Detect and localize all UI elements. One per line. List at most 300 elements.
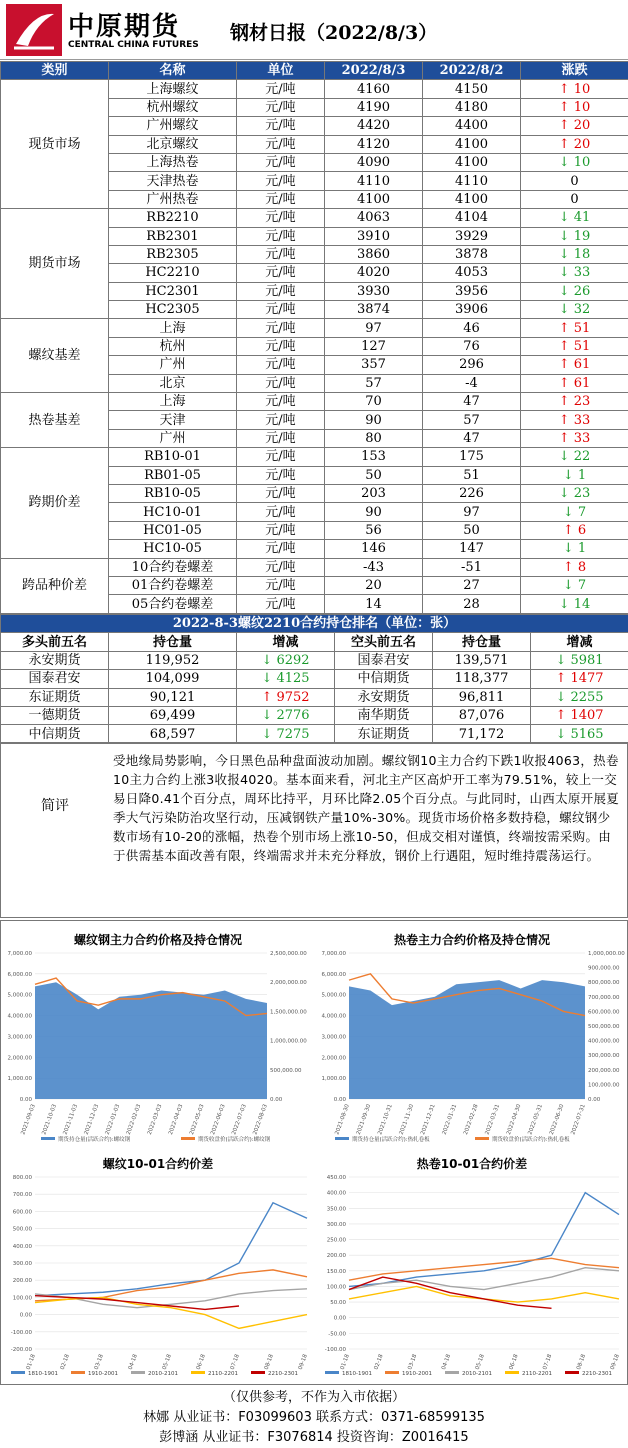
y-right-tick-label: 700,000.00 xyxy=(588,995,620,1001)
x-tick-label: 08-18 xyxy=(576,1353,587,1371)
item-change: ↓ 26 xyxy=(521,282,628,300)
x-tick-label: 09-18 xyxy=(298,1353,309,1371)
y-tick-label: 3,000.00 xyxy=(8,1034,33,1040)
item-change: ↑ 61 xyxy=(521,356,628,374)
long-position: 90,121 xyxy=(109,688,237,706)
item-value-today: 97 xyxy=(325,319,423,337)
item-name: 01合约卷螺差 xyxy=(109,576,237,594)
change-arrow-icon: ↓ xyxy=(261,653,276,668)
change-arrow-icon: ↑ xyxy=(559,82,574,97)
long-broker: 中信期货 xyxy=(1,725,109,743)
y-tick-label: -100.00 xyxy=(325,1347,347,1353)
category-cell: 热卷基差 xyxy=(1,393,109,448)
item-change: ↑ 10 xyxy=(521,98,628,116)
item-change: ↓ 33 xyxy=(521,264,628,282)
price-row xyxy=(1,319,628,337)
item-value-prev: 57 xyxy=(423,411,521,429)
long-change: ↑ 9752 xyxy=(237,688,335,706)
report-header xyxy=(0,0,628,60)
y-tick-label: 200.00 xyxy=(327,1253,347,1259)
item-name: 上海 xyxy=(109,393,237,411)
change-arrow-icon: ↓ xyxy=(559,229,574,244)
item-value-today: 3860 xyxy=(325,245,423,263)
y-tick-label: 5,000.00 xyxy=(322,993,347,999)
item-value-prev: 76 xyxy=(423,337,521,355)
y-tick-label: 1,000.00 xyxy=(322,1076,347,1082)
item-change: ↑ 6 xyxy=(521,521,628,539)
long-position: 69,499 xyxy=(109,706,237,724)
item-unit: 元/吨 xyxy=(237,356,325,374)
y-tick-label: 50.00 xyxy=(330,1300,346,1306)
item-value-today: 4420 xyxy=(325,117,423,135)
x-tick-label: 2022-01-03 xyxy=(105,1103,122,1136)
x-tick-label: 04-18 xyxy=(128,1353,139,1371)
category-cell: 螺纹基差 xyxy=(1,319,109,393)
y-tick-label: 4,000.00 xyxy=(8,1014,33,1020)
item-value-today: -43 xyxy=(325,558,423,576)
legend-swatch xyxy=(181,1137,195,1140)
y-tick-label: 100.00 xyxy=(327,1284,347,1290)
item-unit: 元/吨 xyxy=(237,466,325,484)
x-tick-label: 03-18 xyxy=(407,1353,418,1371)
short-position: 96,811 xyxy=(433,688,531,706)
x-tick-label: 2022-05-03 xyxy=(189,1103,206,1136)
item-value-prev: 47 xyxy=(423,429,521,447)
item-name: 广州螺纹 xyxy=(109,117,237,135)
item-unit: 元/吨 xyxy=(237,209,325,227)
item-name: 上海热卷 xyxy=(109,153,237,171)
item-name: HC2210 xyxy=(109,264,237,282)
legend-swatch xyxy=(325,1371,339,1374)
x-tick-label: 07-18 xyxy=(230,1353,241,1371)
item-value-prev: 4180 xyxy=(423,98,521,116)
y-tick-label: 6,000.00 xyxy=(8,972,33,978)
change-arrow-icon: ↑ xyxy=(559,376,574,391)
price-row xyxy=(1,393,628,411)
category-cell: 现货市场 xyxy=(1,80,109,209)
short-change: ↓ 5981 xyxy=(531,651,628,669)
change-arrow-icon: ↓ xyxy=(563,578,578,593)
y-tick-label: 4,000.00 xyxy=(322,1014,347,1020)
item-value-prev: 3956 xyxy=(423,282,521,300)
item-name: 广州 xyxy=(109,429,237,447)
chart-hc-spread xyxy=(315,1173,627,1383)
item-unit: 元/吨 xyxy=(237,448,325,466)
y-tick-label: 450.00 xyxy=(327,1175,347,1181)
y-tick-label: 0.00 xyxy=(334,1097,347,1103)
y-tick-label: 7,000.00 xyxy=(8,951,33,957)
item-unit: 元/吨 xyxy=(237,576,325,594)
change-arrow-icon: ↓ xyxy=(559,597,574,612)
item-value-today: 90 xyxy=(325,503,423,521)
y-right-tick-label: 2,000,000.00 xyxy=(270,980,307,986)
y-tick-label: 2,000.00 xyxy=(8,1055,33,1061)
legend-swatch xyxy=(41,1137,55,1140)
y-tick-label: 300.00 xyxy=(327,1222,347,1228)
item-name: 杭州 xyxy=(109,337,237,355)
col-header-name: 名称 xyxy=(109,62,237,80)
chart-hc-title: 热卷主力合约价格及持仓情况 xyxy=(315,931,628,948)
legend-swatch xyxy=(565,1371,579,1374)
y-right-tick-label: 500,000.00 xyxy=(270,1068,302,1074)
x-tick-label: 2022-02-03 xyxy=(126,1103,143,1136)
item-value-today: 3910 xyxy=(325,227,423,245)
short-position: 118,377 xyxy=(433,670,531,688)
item-unit: 元/吨 xyxy=(237,503,325,521)
long-position: 104,099 xyxy=(109,670,237,688)
item-change: ↓ 19 xyxy=(521,227,628,245)
short-position: 71,172 xyxy=(433,725,531,743)
series-area xyxy=(349,980,585,1099)
change-arrow-icon: ↑ xyxy=(563,523,578,538)
legend-label: 1910-2001 xyxy=(88,1371,118,1377)
item-value-prev: 51 xyxy=(423,466,521,484)
item-value-today: 3874 xyxy=(325,301,423,319)
change-arrow-icon: ↓ xyxy=(563,505,578,520)
x-tick-label: 2022-04-30 xyxy=(506,1103,523,1136)
item-change: ↑ 8 xyxy=(521,558,628,576)
item-change: ↓ 41 xyxy=(521,209,628,227)
item-unit: 元/吨 xyxy=(237,282,325,300)
price-row xyxy=(1,209,628,227)
y-tick-label: 400.00 xyxy=(327,1191,347,1197)
long-change: ↓ 2776 xyxy=(237,706,335,724)
change-arrow-icon: ↑ xyxy=(559,339,574,354)
analyst-1: 林娜 从业证书：F03099603 联系方式：0371-68599135 xyxy=(0,1408,628,1428)
item-unit: 元/吨 xyxy=(237,595,325,613)
item-value-today: 50 xyxy=(325,466,423,484)
y-tick-label: 2,000.00 xyxy=(322,1055,347,1061)
legend-swatch xyxy=(191,1371,205,1374)
series-area xyxy=(35,982,267,1099)
price-table-header xyxy=(1,62,628,80)
item-value-prev: 4100 xyxy=(423,135,521,153)
item-change: ↑ 51 xyxy=(521,319,628,337)
item-unit: 元/吨 xyxy=(237,540,325,558)
item-unit: 元/吨 xyxy=(237,429,325,447)
change-arrow-icon: ↓ xyxy=(555,690,570,705)
item-change: ↑ 61 xyxy=(521,374,628,392)
item-value-prev: 3906 xyxy=(423,301,521,319)
col-header-short-pos: 持仓量 xyxy=(433,633,531,651)
y-tick-label: 6,000.00 xyxy=(322,972,347,978)
company-logo-icon xyxy=(6,4,62,56)
category-cell: 跨品种价差 xyxy=(1,558,109,613)
item-name: RB10-05 xyxy=(109,484,237,502)
long-change: ↓ 4125 xyxy=(237,670,335,688)
change-arrow-icon: ↓ xyxy=(559,284,574,299)
y-tick-label: 0.00 xyxy=(20,1097,33,1103)
long-position: 68,597 xyxy=(109,725,237,743)
item-value-today: 4063 xyxy=(325,209,423,227)
item-change: ↑ 33 xyxy=(521,411,628,429)
short-change: ↓ 5165 xyxy=(531,725,628,743)
chart-rebar-main xyxy=(1,949,315,1149)
col-header-long-pos: 持仓量 xyxy=(109,633,237,651)
position-row xyxy=(1,651,628,669)
item-unit: 元/吨 xyxy=(237,393,325,411)
item-change: ↓ 23 xyxy=(521,484,628,502)
item-value-today: 56 xyxy=(325,521,423,539)
item-change: ↓ 18 xyxy=(521,245,628,263)
series-line xyxy=(35,1203,307,1296)
short-change: ↑ 1477 xyxy=(531,670,628,688)
y-right-tick-label: 200,000.00 xyxy=(588,1068,620,1074)
series-line xyxy=(35,1270,307,1301)
y-tick-label: 0.00 xyxy=(334,1316,347,1322)
item-value-prev: 3929 xyxy=(423,227,521,245)
long-broker: 永安期货 xyxy=(1,651,109,669)
y-tick-label: 7,000.00 xyxy=(322,951,347,957)
long-broker: 国泰君安 xyxy=(1,670,109,688)
item-value-today: 57 xyxy=(325,374,423,392)
series-line xyxy=(349,1286,619,1302)
change-arrow-icon: ↑ xyxy=(559,137,574,152)
position-table-header xyxy=(1,633,628,651)
item-name: HC2301 xyxy=(109,282,237,300)
y-tick-label: 1,000.00 xyxy=(8,1076,33,1082)
item-unit: 元/吨 xyxy=(237,337,325,355)
item-name: 10合约卷螺差 xyxy=(109,558,237,576)
legend-label: 1810-1901 xyxy=(28,1371,58,1377)
commentary-text: 受地缘局势影响，今日黑色品种盘面波动加剧。螺纹钢10主力合约下跌1收报4063，热卷10主力合约上涨3收报4020。基本面来看，河北主产区高炉开工率为79.51%，较上一交易日降0.41个百分点，周环比持平，月环比降2.05个百分点。与此同时，山西太原开展夏季大气污染防治攻坚行动，压减钢铁产量10%-30%。现货市场价格多数持稳，螺纹钢少数市场有10-20的涨幅，热卷个别市场上涨10-50，但成交相对谨慎，终端按需采购。由于供需基本面改善有限，终端需求并未充分释放，钢价上行遇阻，短时维持震荡运行。 xyxy=(113,751,621,865)
change-arrow-icon: ↓ xyxy=(559,247,574,262)
x-tick-label: 04-18 xyxy=(441,1353,452,1371)
item-value-today: 4110 xyxy=(325,172,423,190)
x-tick-label: 05-18 xyxy=(475,1353,486,1371)
item-change: ↓ 22 xyxy=(521,448,628,466)
change-arrow-icon: ↑ xyxy=(555,671,570,686)
col-header-unit: 单位 xyxy=(237,62,325,80)
item-value-prev: -4 xyxy=(423,374,521,392)
item-value-today: 4090 xyxy=(325,153,423,171)
legend-swatch xyxy=(131,1371,145,1374)
x-tick-label: 2021-10-03 xyxy=(41,1103,58,1136)
legend-swatch xyxy=(475,1137,489,1140)
change-arrow-icon: ↑ xyxy=(559,118,574,133)
item-value-prev: -51 xyxy=(423,558,521,576)
item-value-prev: 4110 xyxy=(423,172,521,190)
item-change: ↓ 10 xyxy=(521,153,628,171)
legend-swatch xyxy=(11,1371,25,1374)
short-position: 139,571 xyxy=(433,651,531,669)
item-change: ↓ 1 xyxy=(521,540,628,558)
x-tick-label: 07-18 xyxy=(542,1353,553,1371)
item-unit: 元/吨 xyxy=(237,374,325,392)
charts-section xyxy=(0,920,628,1385)
change-arrow-icon: ↓ xyxy=(559,449,574,464)
x-tick-label: 2022-04-03 xyxy=(168,1103,185,1136)
y-right-tick-label: 0.00 xyxy=(588,1097,601,1103)
x-tick-label: 01-18 xyxy=(340,1353,351,1371)
col-header-change: 涨跌 xyxy=(521,62,628,80)
item-value-today: 90 xyxy=(325,411,423,429)
item-change: ↑ 33 xyxy=(521,429,628,447)
x-tick-label: 08-18 xyxy=(264,1353,275,1371)
item-unit: 元/吨 xyxy=(237,98,325,116)
x-tick-label: 2022-03-31 xyxy=(484,1104,501,1136)
legend-label: 期货收盘价(活跃合约):热轧卷板 xyxy=(492,1135,570,1143)
item-value-today: 80 xyxy=(325,429,423,447)
item-name: HC10-05 xyxy=(109,540,237,558)
change-arrow-icon: ↑ xyxy=(559,357,574,372)
item-unit: 元/吨 xyxy=(237,172,325,190)
item-value-today: 70 xyxy=(325,393,423,411)
item-name: 天津 xyxy=(109,411,237,429)
change-arrow-icon: ↑ xyxy=(555,708,570,723)
y-tick-label: 350.00 xyxy=(327,1206,347,1212)
report-title: 钢材日报（2022/8/3） xyxy=(230,18,437,45)
item-value-prev: 50 xyxy=(423,521,521,539)
x-tick-label: 2021-12-31 xyxy=(420,1104,437,1136)
item-unit: 元/吨 xyxy=(237,301,325,319)
item-value-prev: 147 xyxy=(423,540,521,558)
x-tick-label: 2021-09-30 xyxy=(356,1103,373,1136)
item-value-today: 14 xyxy=(325,595,423,613)
col-header-date2: 2022/8/2 xyxy=(423,62,521,80)
report-footer xyxy=(0,1386,628,1447)
item-change: 0 xyxy=(521,172,628,190)
disclaimer: （仅供参考，不作为入市依据） xyxy=(0,1388,628,1408)
price-table xyxy=(0,61,628,614)
x-tick-label: 2021-11-30 xyxy=(399,1103,416,1136)
change-arrow-icon: ↑ xyxy=(563,560,578,575)
item-name: HC2305 xyxy=(109,301,237,319)
item-value-prev: 175 xyxy=(423,448,521,466)
legend-label: 1810-1901 xyxy=(342,1371,372,1377)
x-tick-label: 05-18 xyxy=(162,1353,173,1371)
chart-hc-spread-title: 热卷10-01合约价差 xyxy=(315,1155,628,1172)
col-header-date1: 2022/8/3 xyxy=(325,62,423,80)
change-arrow-icon: ↓ xyxy=(559,155,574,170)
long-change: ↓ 7275 xyxy=(237,725,335,743)
item-unit: 元/吨 xyxy=(237,245,325,263)
item-value-prev: 27 xyxy=(423,576,521,594)
position-table-title: 2022-8-3螺纹2210合约持仓排名（单位：张） xyxy=(1,615,628,633)
change-arrow-icon: ↑ xyxy=(559,394,574,409)
item-unit: 元/吨 xyxy=(237,190,325,208)
item-name: 天津热卷 xyxy=(109,172,237,190)
long-position: 119,952 xyxy=(109,651,237,669)
item-value-prev: 4100 xyxy=(423,190,521,208)
col-header-long-chg: 增减 xyxy=(237,633,335,651)
x-tick-label: 09-18 xyxy=(610,1353,621,1371)
col-header-long: 多头前五名 xyxy=(1,633,109,651)
item-change: ↓ 7 xyxy=(521,503,628,521)
y-tick-label: 3,000.00 xyxy=(322,1034,347,1040)
item-unit: 元/吨 xyxy=(237,484,325,502)
item-change: ↓ 1 xyxy=(521,466,628,484)
change-arrow-icon: ↓ xyxy=(261,671,276,686)
legend-label: 期货持仓量(活跃合约):热轧卷板 xyxy=(352,1135,430,1143)
y-tick-label: 5,000.00 xyxy=(8,993,33,999)
item-change: ↑ 20 xyxy=(521,117,628,135)
short-change: ↓ 2255 xyxy=(531,688,628,706)
category-cell: 跨期价差 xyxy=(1,448,109,558)
y-right-tick-label: 2,500,000.00 xyxy=(270,951,307,957)
change-arrow-icon: ↑ xyxy=(261,690,276,705)
item-unit: 元/吨 xyxy=(237,117,325,135)
position-row xyxy=(1,688,628,706)
col-header-short: 空头前五名 xyxy=(335,633,433,651)
item-value-prev: 4104 xyxy=(423,209,521,227)
item-value-prev: 4100 xyxy=(423,153,521,171)
item-value-today: 4020 xyxy=(325,264,423,282)
item-change: ↑ 20 xyxy=(521,135,628,153)
price-row xyxy=(1,558,628,576)
price-row xyxy=(1,80,628,98)
change-arrow-icon: ↓ xyxy=(559,486,574,501)
item-name: HC01-05 xyxy=(109,521,237,539)
change-arrow-icon: ↓ xyxy=(555,653,570,668)
y-right-tick-label: 500,000.00 xyxy=(588,1024,620,1030)
item-name: HC10-01 xyxy=(109,503,237,521)
y-right-tick-label: 0.00 xyxy=(270,1097,283,1103)
item-name: RB2210 xyxy=(109,209,237,227)
x-tick-label: 2022-07-03 xyxy=(231,1103,248,1136)
legend-label: 2210-2301 xyxy=(582,1371,612,1377)
y-tick-label: 800.00 xyxy=(13,1175,33,1181)
item-unit: 元/吨 xyxy=(237,80,325,98)
legend-swatch xyxy=(71,1371,85,1374)
item-unit: 元/吨 xyxy=(237,319,325,337)
legend-swatch xyxy=(335,1137,349,1140)
y-right-tick-label: 800,000.00 xyxy=(588,980,620,986)
long-broker: 东证期货 xyxy=(1,688,109,706)
change-arrow-icon: ↓ xyxy=(559,265,574,280)
change-arrow-icon: ↓ xyxy=(559,302,574,317)
long-broker: 一德期货 xyxy=(1,706,109,724)
item-name: 杭州螺纹 xyxy=(109,98,237,116)
series-line xyxy=(35,1297,307,1328)
item-value-today: 4100 xyxy=(325,190,423,208)
analyst-2: 彭博涵 从业证书：F3076814 投资咨询：Z0016415 xyxy=(0,1428,628,1448)
chart-rebar-title: 螺纹钢主力合约价格及持仓情况 xyxy=(1,931,315,948)
x-tick-label: 02-18 xyxy=(60,1353,71,1371)
x-tick-label: 2022-05-31 xyxy=(527,1104,544,1136)
item-value-today: 127 xyxy=(325,337,423,355)
item-value-prev: 4400 xyxy=(423,117,521,135)
legend-label: 期货收盘价(活跃合约):螺纹钢 xyxy=(198,1135,271,1143)
short-broker: 东证期货 xyxy=(335,725,433,743)
chart-rebar-spread-title: 螺纹10-01合约价差 xyxy=(1,1155,315,1172)
item-value-prev: 47 xyxy=(423,393,521,411)
item-value-today: 4190 xyxy=(325,98,423,116)
item-name: 广州 xyxy=(109,356,237,374)
short-broker: 中信期货 xyxy=(335,670,433,688)
item-unit: 元/吨 xyxy=(237,227,325,245)
chart-hc-main xyxy=(315,949,627,1149)
change-arrow-icon: ↓ xyxy=(261,727,276,742)
change-arrow-icon: ↑ xyxy=(559,321,574,336)
item-value-today: 4120 xyxy=(325,135,423,153)
x-tick-label: 2022-01-31 xyxy=(442,1104,459,1136)
position-row xyxy=(1,725,628,743)
item-value-today: 146 xyxy=(325,540,423,558)
item-value-prev: 4053 xyxy=(423,264,521,282)
item-name: 上海 xyxy=(109,319,237,337)
y-tick-label: 0.00 xyxy=(20,1313,33,1319)
x-tick-label: 06-18 xyxy=(509,1353,520,1371)
change-arrow-icon: ↑ xyxy=(559,413,574,428)
y-right-tick-label: 400,000.00 xyxy=(588,1039,620,1045)
position-row xyxy=(1,706,628,724)
y-tick-label: 300.00 xyxy=(13,1261,33,1267)
item-name: RB2301 xyxy=(109,227,237,245)
item-name: RB01-05 xyxy=(109,466,237,484)
logo-english-name: CENTRAL CHINA FUTURES xyxy=(68,40,199,50)
commentary-section xyxy=(0,742,628,918)
